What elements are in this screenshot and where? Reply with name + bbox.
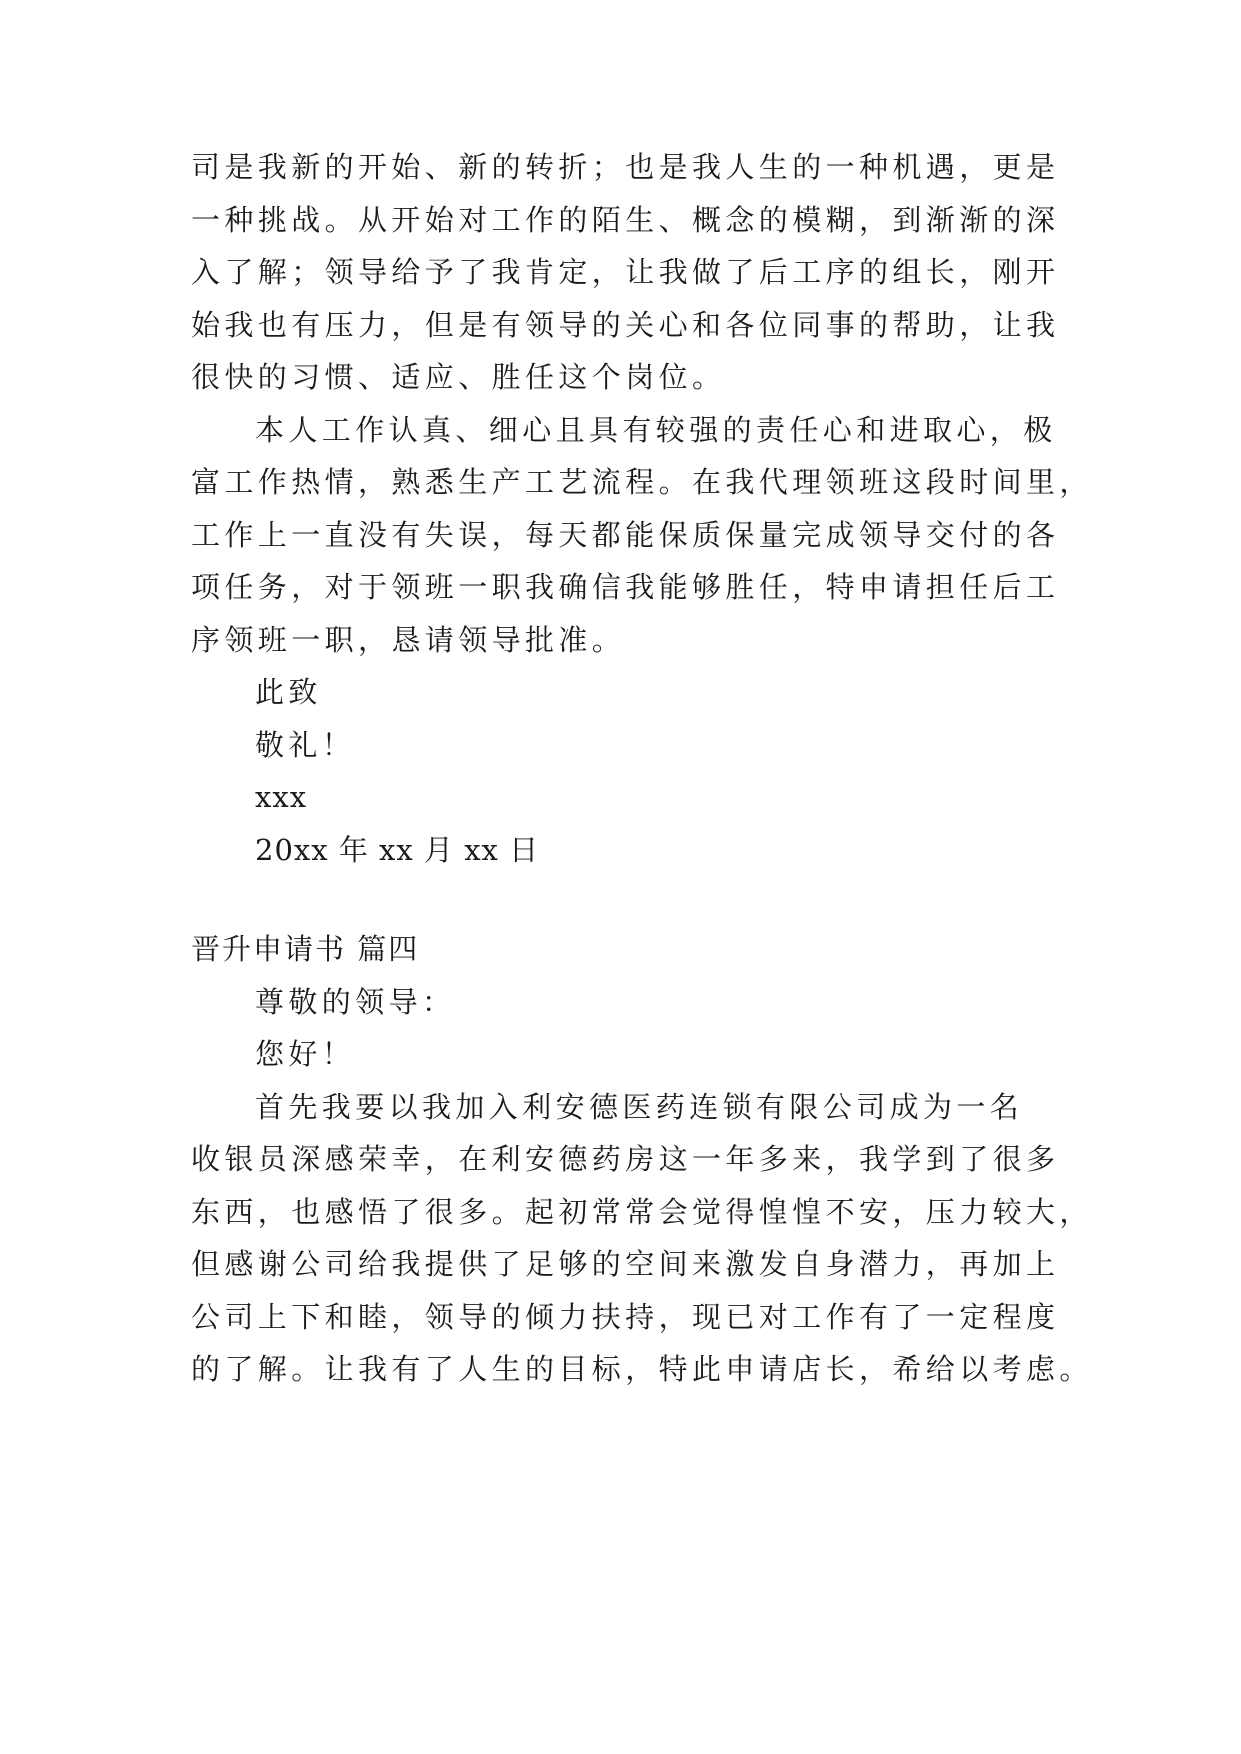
letter-date: 20xx 年 xx 月 xx 日 bbox=[255, 833, 540, 867]
assessment-line-2: 富工作热情，熟悉生产工艺流程。在我代理领班这段时间里， bbox=[191, 465, 1093, 499]
letter-body-line-6: 的了解。让我有了人生的目标，特此申请店长，希给以考虑。 bbox=[191, 1352, 1093, 1386]
intro-line-2: 一种挑战。从开始对工作的陌生、概念的模糊，到渐渐的深 bbox=[191, 203, 1060, 237]
intro-line-5: 很快的习惯、适应、胜任这个岗位。 bbox=[191, 360, 726, 394]
letter-hello: 您好！ bbox=[255, 1037, 356, 1071]
assessment-line-1: 本人工作认真、细心且具有较强的责任心和进取心，极 bbox=[255, 413, 1057, 447]
intro-line-1: 司是我新的开始、新的转折；也是我人生的一种机遇，更是 bbox=[191, 150, 1060, 184]
intro-line-3: 入了解；领导给予了我肯定，让我做了后工序的组长，刚开 bbox=[191, 255, 1060, 289]
closing-regards: 敬礼！ bbox=[255, 728, 356, 762]
assessment-line-5: 序领班一职，恳请领导批准。 bbox=[191, 623, 626, 657]
closing-salutation: 此致 bbox=[255, 675, 322, 709]
letter-body-line-2: 收银员深感荣幸，在利安德药房这一年多来，我学到了很多 bbox=[191, 1142, 1060, 1176]
assessment-line-4: 项任务，对于领班一职我确信我能够胜任，特申请担任后工 bbox=[191, 570, 1060, 604]
intro-line-4: 始我也有压力，但是有领导的关心和各位同事的帮助，让我 bbox=[191, 308, 1060, 342]
letter-body-line-3: 东西，也感悟了很多。起初常常会觉得惶惶不安，压力较大， bbox=[191, 1195, 1093, 1229]
signature: xxx bbox=[255, 780, 308, 814]
letter-greeting: 尊敬的领导： bbox=[255, 985, 456, 1019]
letter-body-line-4: 但感谢公司给我提供了足够的空间来激发自身潜力，再加上 bbox=[191, 1247, 1060, 1281]
section-heading: 晋升申请书 篇四 bbox=[191, 932, 420, 966]
letter-body-line-5: 公司上下和睦，领导的倾力扶持，现已对工作有了一定程度 bbox=[191, 1300, 1060, 1334]
letter-body-line-1: 首先我要以我加入利安德医药连锁有限公司成为一名 bbox=[255, 1090, 1024, 1124]
assessment-line-3: 工作上一直没有失误，每天都能保质保量完成领导交付的各 bbox=[191, 518, 1060, 552]
